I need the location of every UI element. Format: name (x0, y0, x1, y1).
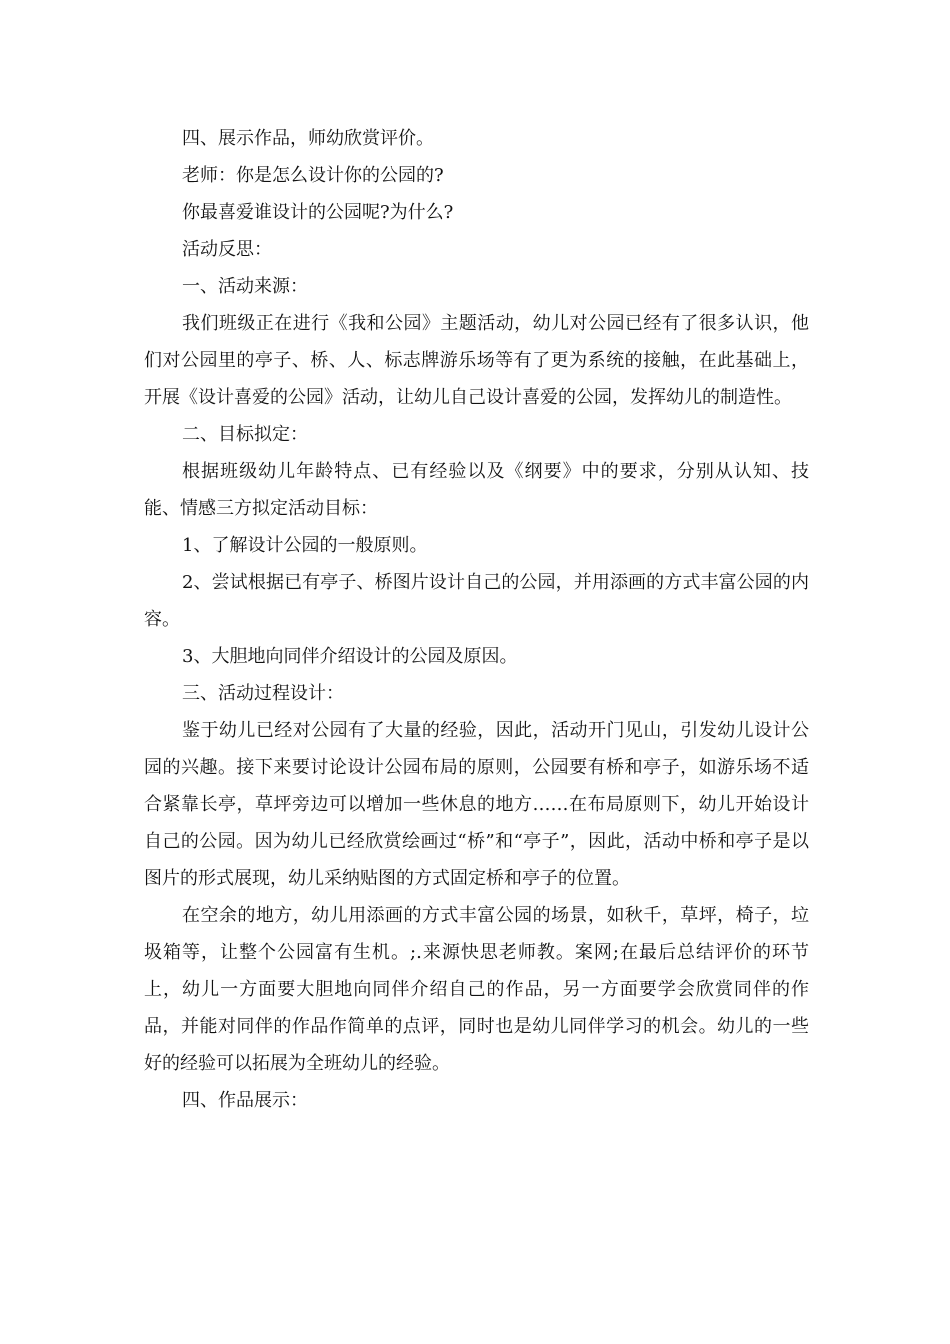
heading-process-design: 三、活动过程设计： (182, 683, 344, 704)
heading-activity-source: 一、活动来源： (182, 276, 308, 297)
goal-item-3: 3、大胆地向同伴介绍设计的公园及原因。 (182, 646, 518, 667)
favorite-question: 你最喜爱谁设计的公园呢?为什么? (182, 202, 454, 223)
paragraph-process-1: 鉴于幼儿已经对公园有了大量的经验，因此，活动开门见山，引发幼儿设计公园的兴趣。接下来要讨论设计公园布局的原则，公园要有桥和亭子，如游乐场不适合紧靠长亭，草坪旁边可以增加一些休息的地方……在布局原则下，幼儿开始设计自己的公园。因为幼儿已经欣赏绘画过“桥”和“亭子”，因此，活动中桥和亭子是以图片的形式展现，幼儿采纳贴图的方式固定桥和亭子的位置。 (144, 720, 809, 889)
paragraph-goals-intro: 根据班级幼儿年龄特点、已有经验以及《纲要》中的要求，分别从认知、技能、情感三方拟定活动目标： (144, 461, 809, 519)
teacher-question: 老师：你是怎么设计你的公园的? (182, 165, 444, 186)
heading-works-display: 四、作品展示： (182, 1090, 308, 1111)
heading-goals: 二、目标拟定： (182, 424, 308, 445)
goal-item-2: 2、尝试根据已有亭子、桥图片设计自己的公园，并用添画的方式丰富公园的内容。 (144, 572, 809, 630)
paragraph-activity-source: 我们班级正在进行《我和公园》主题活动，幼儿对公园已经有了很多认识，他们对公园里的亭子、桥、人、标志牌游乐场等有了更为系统的接触，在此基础上，开展《设计喜爱的公园》活动，让幼儿自己设计喜爱的公园，发挥幼儿的制造性。 (144, 313, 809, 408)
heading-reflection: 活动反思： (182, 239, 272, 260)
document-body (144, 120, 809, 1119)
heading-show-works: 四、展示作品，师幼欣赏评价。 (182, 128, 434, 149)
paragraph-process-2: 在空余的地方，幼儿用添画的方式丰富公园的场景，如秋千，草坪，椅子，垃圾箱等，让整个公园富有生机。;.来源快思老师教。案网;在最后总结评价的环节上，幼儿一方面要大胆地向同伴介绍自己的作品，另一方面要学会欣赏同伴的作品，并能对同伴的作品作简单的点评，同时也是幼儿同伴学习的机会。幼儿的一些好的经验可以拓展为全班幼儿的经验。 (144, 905, 809, 1074)
goal-item-1: 1、了解设计公园的一般原则。 (182, 535, 428, 556)
